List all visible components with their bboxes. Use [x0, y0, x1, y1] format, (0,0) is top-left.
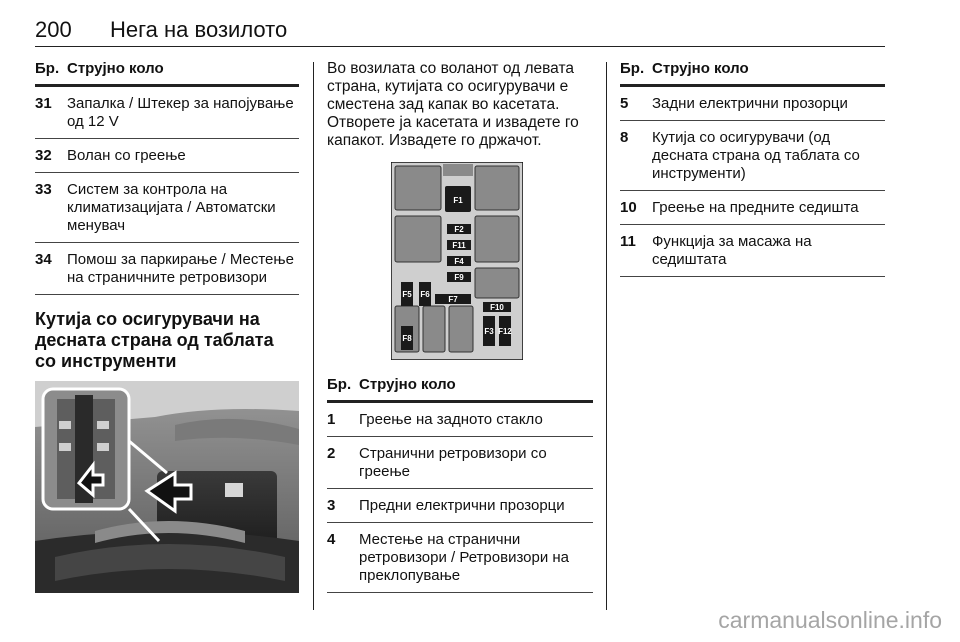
fuse-label: F5 [402, 290, 412, 299]
header-circuit: Струјно коло [652, 60, 749, 77]
row-num: 32 [35, 147, 52, 164]
table-row [35, 173, 299, 243]
page-number: 200 [35, 17, 72, 42]
section-heading: Кутија со осигурувачи на десната страна од таблата со инструменти [35, 309, 274, 371]
row-num: 4 [327, 531, 336, 548]
row-text: Местење на странични ретровизори / Ретровизори на преклопување [359, 531, 570, 584]
row-num: 33 [35, 181, 52, 198]
table-middle [327, 376, 593, 593]
row-num: 2 [327, 445, 336, 462]
column-divider [313, 62, 314, 610]
table-row [327, 523, 593, 593]
row-text: Функција за масажа на седиштата [652, 233, 812, 268]
row-num: 34 [35, 251, 52, 268]
fuse-label: F1 [453, 196, 463, 205]
column-left [35, 60, 299, 593]
watermark: carmanualsonline.info [718, 607, 942, 633]
fuse-box-diagram [391, 162, 523, 360]
row-num: 8 [620, 129, 629, 146]
header-num: Бр. [35, 60, 60, 77]
fuse-label: F4 [454, 257, 464, 266]
row-text: Странични ретровизори со греење [359, 445, 547, 480]
header-num: Бр. [620, 60, 645, 77]
row-text: Помош за паркирање / Местење на страничните ретровизори [67, 251, 294, 286]
row-num: 1 [327, 411, 336, 428]
fuse-label: F7 [448, 295, 458, 304]
table-row [620, 191, 885, 225]
table-row [327, 403, 593, 437]
fuse-label: F12 [498, 327, 512, 336]
fuse-label: F9 [454, 273, 464, 282]
header-num: Бр. [327, 376, 352, 393]
row-text: Задни електрични прозорци [652, 95, 848, 112]
table-row [35, 87, 299, 139]
fuse-label: F3 [484, 327, 494, 336]
row-num: 5 [620, 95, 629, 112]
row-text: Запалка / Штекер за напојување од 12 V [67, 95, 294, 130]
column-right [620, 60, 885, 277]
table-header [35, 60, 299, 87]
table-header [620, 60, 885, 87]
fuse-label: F10 [490, 303, 504, 312]
row-text: Волан со греење [67, 147, 186, 164]
table-row [620, 225, 885, 277]
table-row [35, 243, 299, 295]
column-divider [606, 62, 607, 610]
glovebox-photo [35, 381, 299, 593]
row-num: 11 [620, 233, 636, 250]
row-text: Греење на предните седишта [652, 199, 859, 216]
fuse-label: F8 [402, 334, 412, 343]
fuse-label: F11 [452, 241, 466, 250]
fuse-label: F2 [454, 225, 464, 234]
row-num: 31 [35, 95, 52, 112]
row-num: 10 [620, 199, 637, 216]
column-middle [327, 60, 593, 593]
table-row [35, 139, 299, 173]
row-text: Предни електрични прозорци [359, 497, 565, 514]
row-text: Систем за контрола на климатизацијата / Автоматски менувач [67, 181, 276, 234]
intro-paragraph: Во возилата со воланот од левата страна, кутијата со осигурувачи е сместена зад капак во касетата. Отворете ја касетата и извадете го капакот. Извадете го држачот. [327, 60, 579, 149]
row-num: 3 [327, 497, 336, 514]
fuse-label: F6 [420, 290, 430, 299]
table-row [327, 489, 593, 523]
table-header [327, 376, 593, 403]
page-header [35, 14, 885, 47]
table-row [620, 121, 885, 191]
row-text: Греење на задното стакло [359, 411, 543, 428]
header-circuit: Струјно коло [359, 376, 456, 393]
table-row [327, 437, 593, 489]
header-circuit: Струјно коло [67, 60, 164, 77]
row-text: Кутија со осигурувачи (од десната страна од таблата со инструменти) [652, 129, 860, 182]
table-row [620, 87, 885, 121]
page-title: Нега на возилото [110, 17, 288, 42]
